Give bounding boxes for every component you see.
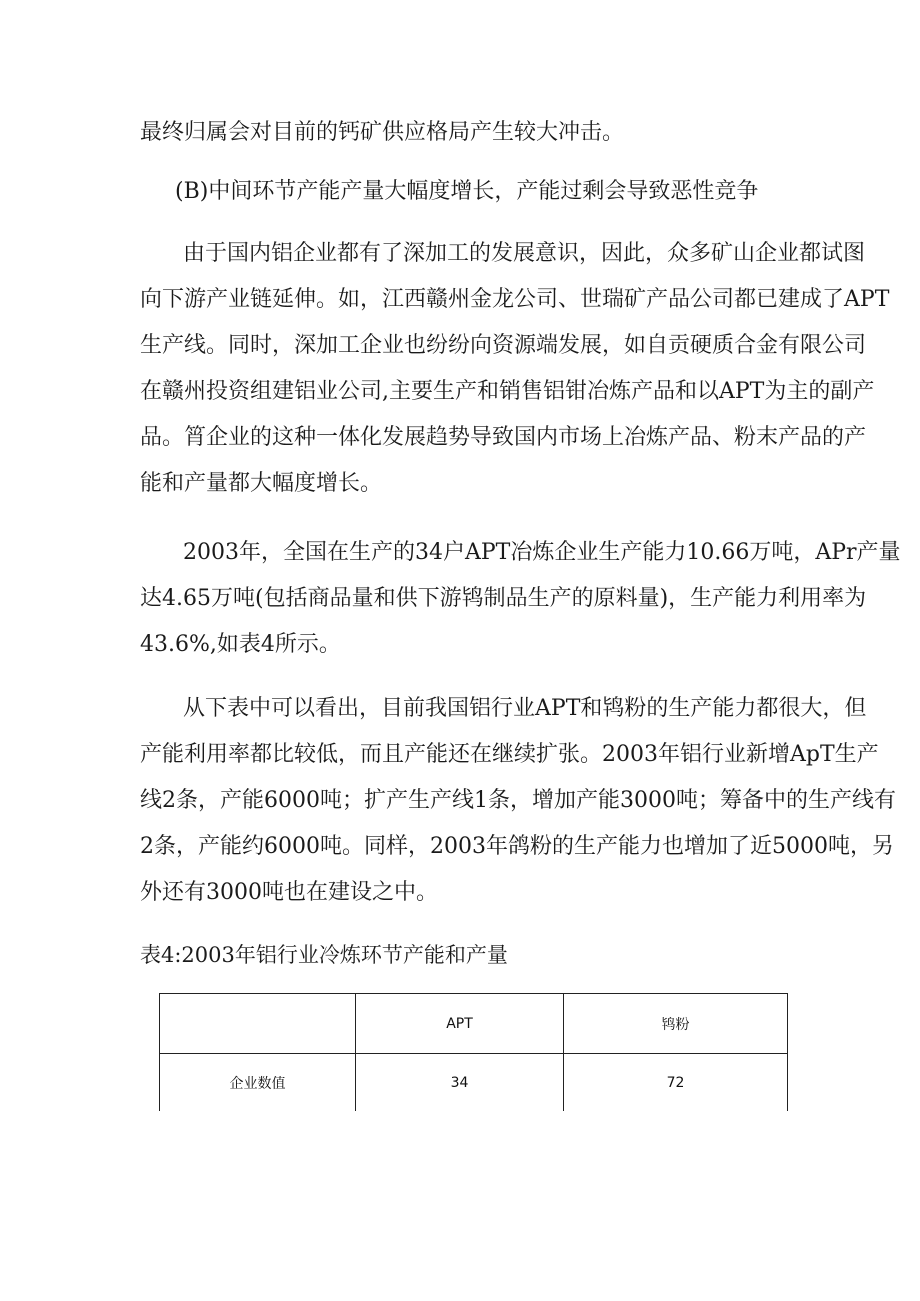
paragraph-line: 2条，产能约6000吨。同样，2003年鸽粉的生产能力也增加了近5000吨，另 <box>140 834 894 859</box>
table-header-row <box>160 994 788 1054</box>
paragraph-line: 从下表中可以看出，目前我国铝行业APT和鸨粉的生产能力都很大，但 <box>183 696 867 721</box>
table-header-apt: APT <box>356 994 564 1054</box>
table-cell-apt: 34 <box>356 1054 564 1112</box>
paragraph-line: 线2条，产能6000吨；扩产生产线1条，增加产能3000吨；筹备中的生产线有 <box>140 788 896 813</box>
paragraph-line: 生产线。同时，深加工企业也纷纷向资源端发展，如自贡硬质合金有限公司 <box>140 333 867 358</box>
table-row-label: 企业数值 <box>160 1054 356 1112</box>
table-cell-powder: 72 <box>564 1054 788 1112</box>
paragraph-line: 品。筲企业的这种一体化发展趋势导致国内市场上冶炼产品、粉末产品的产 <box>140 425 867 450</box>
section-heading: (B)中间环节产能产量大幅度增长，产能过剩会导致恶性竞争 <box>175 179 759 204</box>
table-caption: 表4:2003年铝行业冷炼环节产能和产量 <box>140 943 508 967</box>
paragraph-line: 由于国内铝企业都有了深加工的发展意识，因此，众多矿山企业都试图 <box>183 241 866 266</box>
table-header-powder: 鸨粉 <box>564 994 788 1054</box>
paragraph-line: 达4.65万吨(包括商品量和供下游鸨制品生产的原料量)，生产能力利用率为 <box>140 586 867 611</box>
paragraph-line: 43.6%,如表4所示。 <box>140 632 341 657</box>
table-row <box>160 1054 788 1112</box>
paragraph-line: 能和产量都大幅度增长。 <box>140 471 383 496</box>
paragraph-line: 外还有3000吨也在建设之中。 <box>140 880 438 905</box>
table-header-blank <box>160 994 356 1054</box>
paragraph-line: 2003年，全国在生产的34户APT冶炼企业生产能力10.66万吨，APr产量 <box>183 540 901 565</box>
paragraph-line: 在赣州投资组建铝业公司,主要生产和销售铝钳冶炼产品和以APT为主的副产 <box>140 379 875 404</box>
paragraph-line: 向下游产业链延伸。如，江西赣州金龙公司、世瑞矿产品公司都已建成了APT <box>140 287 890 312</box>
paragraph-line: 最终归属会对目前的钙矿供应格局产生较大冲击。 <box>140 120 625 145</box>
paragraph-line: 产能利用率都比较低，而且产能还在继续扩张。2003年铝行业新增ApT生产 <box>140 742 879 767</box>
capacity-table <box>159 993 788 1111</box>
